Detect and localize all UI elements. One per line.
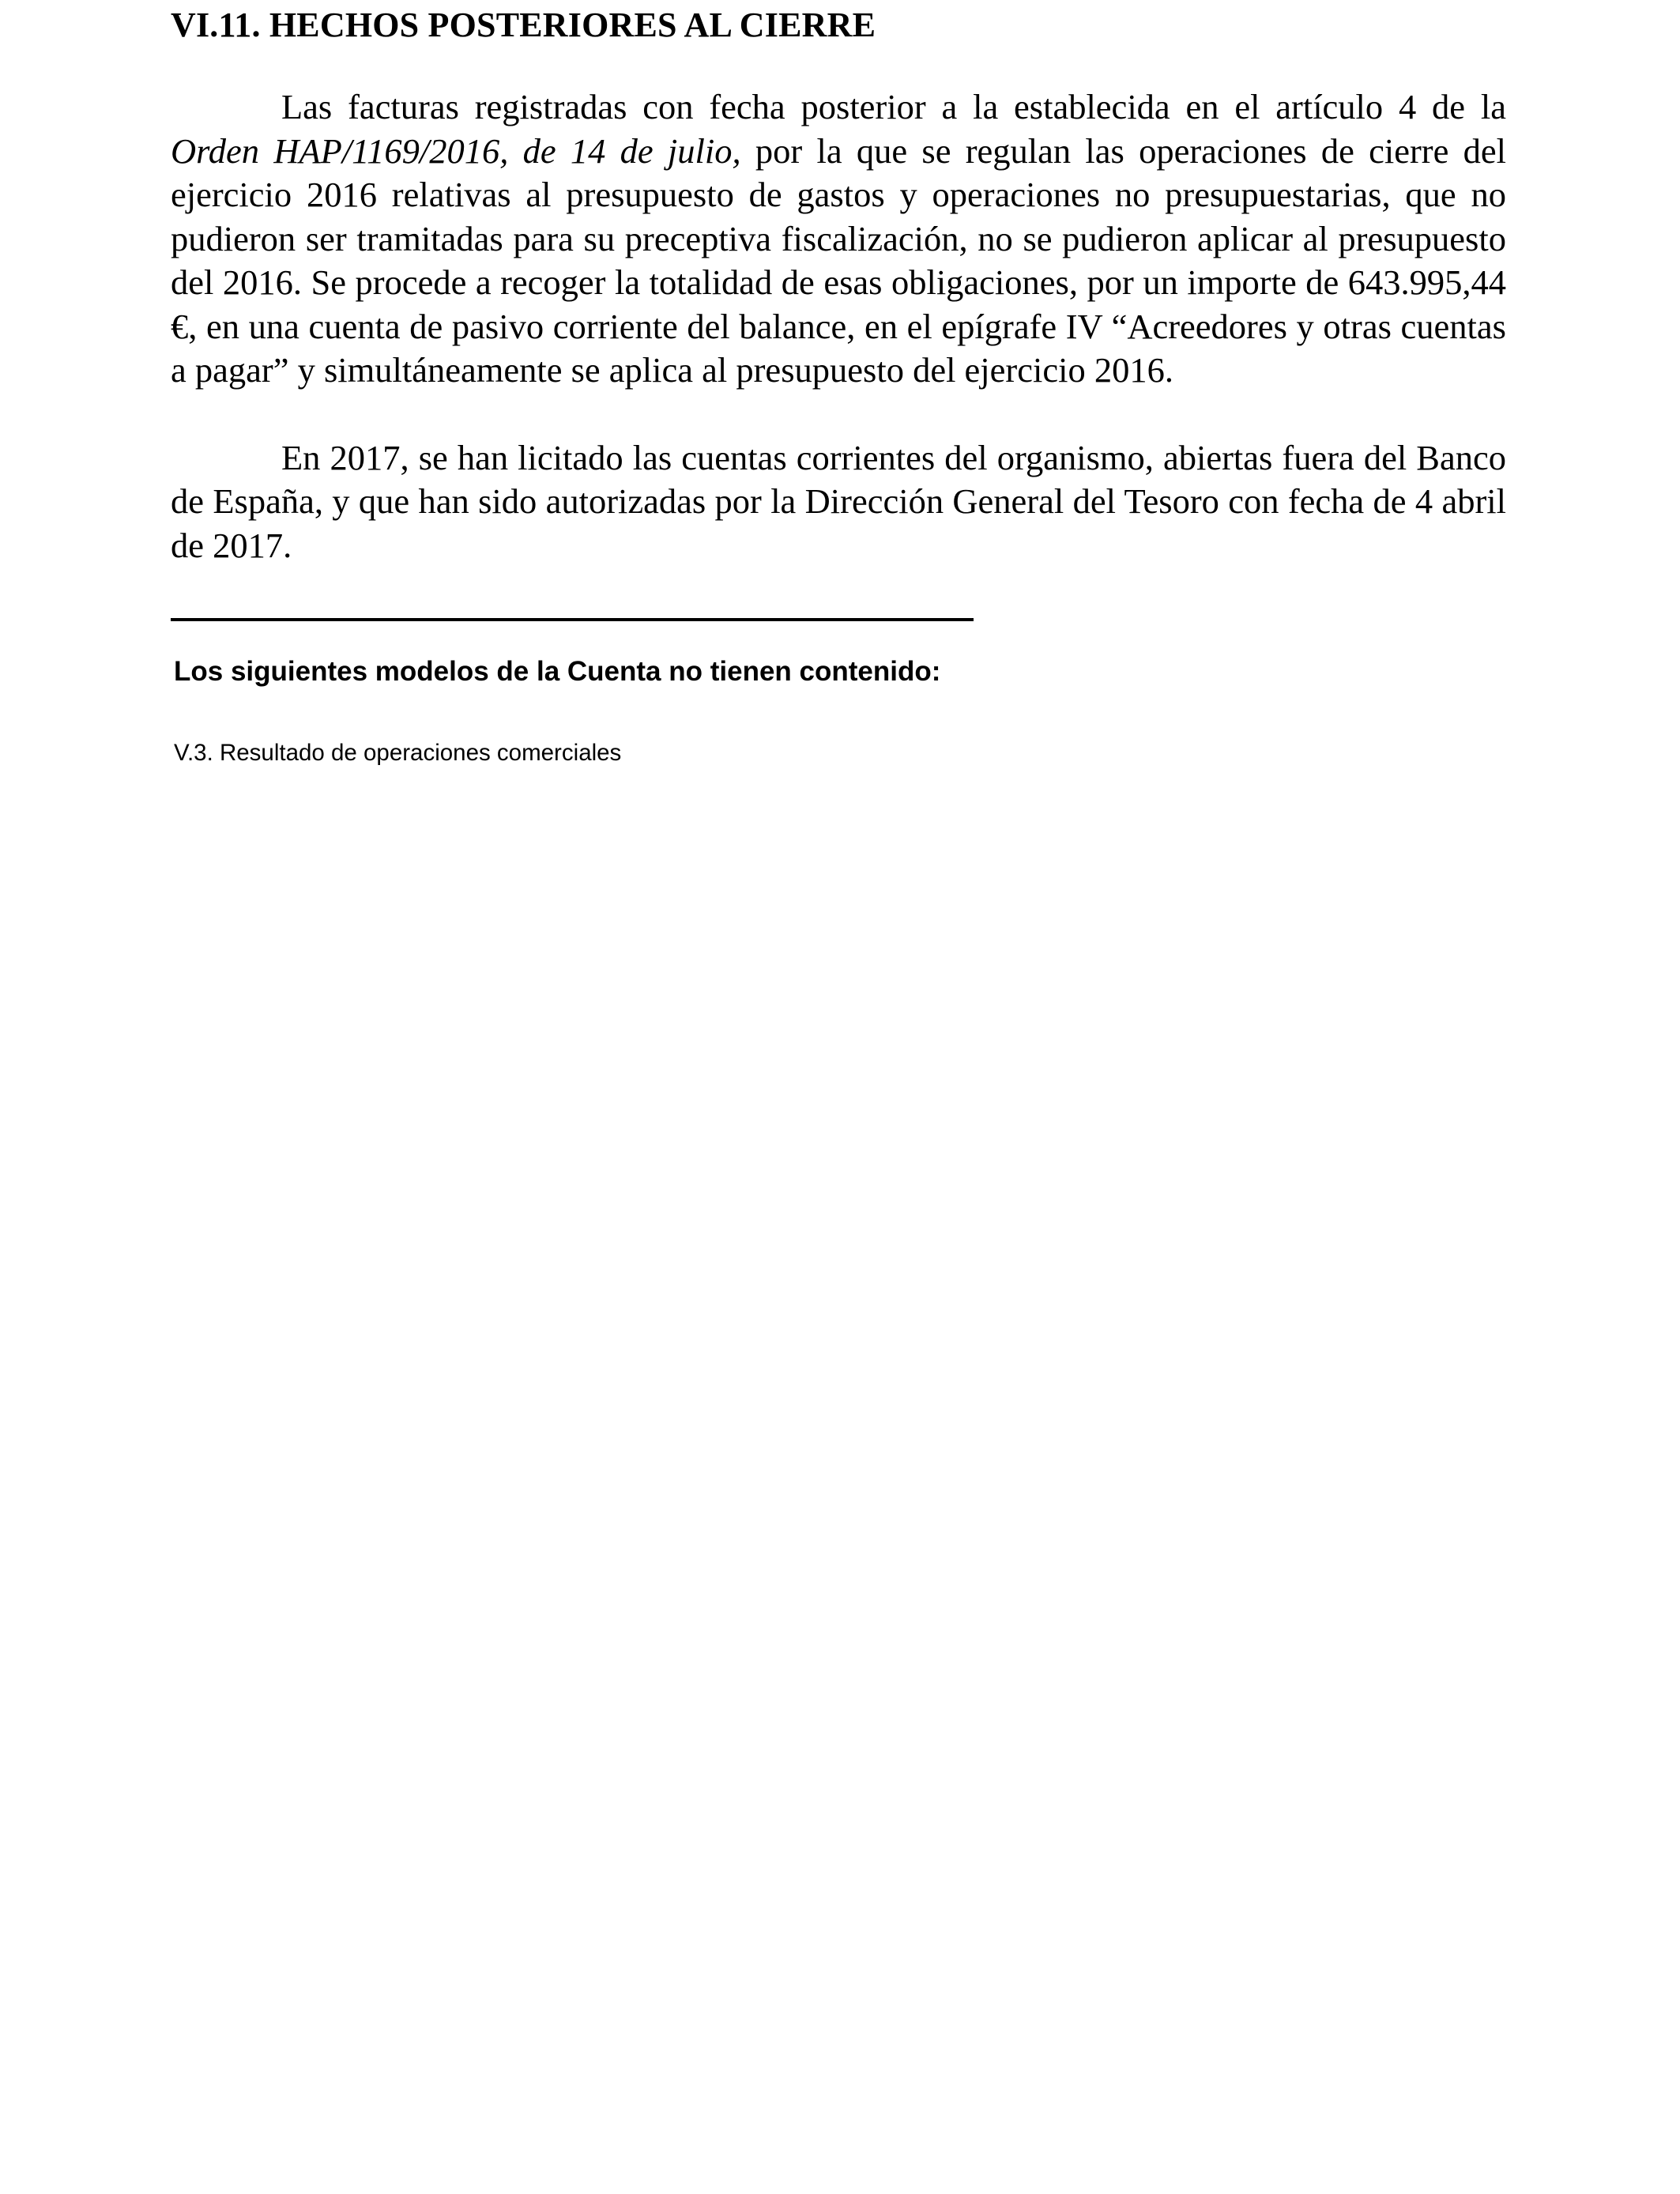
paragraph-cuentas-corrientes: En 2017, se han licitado las cuentas corrientes del organismo, abiertas fuera del Banco de España, y que han sido autorizadas por la Dirección General del Tesoro con fecha de 4 abril de 2017. [171,437,1506,565]
section-title: VI.11. HECHOS POSTERIORES AL CIERRE [171,6,876,44]
separator-rule [171,618,974,621]
empty-model-item: V.3. Resultado de operaciones comerciales [174,740,622,766]
paragraph-facturas-lead: Las facturas registradas con fecha posterior a la establecida en el artículo 4 de la [281,87,1506,126]
document-page [171,0,1506,768]
paragraph-facturas-rest: por la que se regulan las operaciones de cierre del ejercicio 2016 relativas al presupuesto de gastos y operaciones no presupuestarias, que no pudieron ser tramitadas para su preceptiva fiscalización, no se pudieron aplicar al presupuesto del 2016. Se procede a recoger la totalidad de esas obligaciones, por un importe de 643.995,44 €, en una cuenta de pasivo corriente del balance, en el epígrafe IV “Acreedores y otras cuentas a pagar” y simultáneamente se aplica al presupuesto del ejercicio 2016. [171,130,1507,390]
regulation-reference: Orden HAP/1169/2016, de 14 de julio, [171,130,741,171]
paragraph-facturas [171,85,1506,393]
empty-models-heading: Los siguientes modelos de la Cuenta no tienen contenido: [174,656,941,687]
